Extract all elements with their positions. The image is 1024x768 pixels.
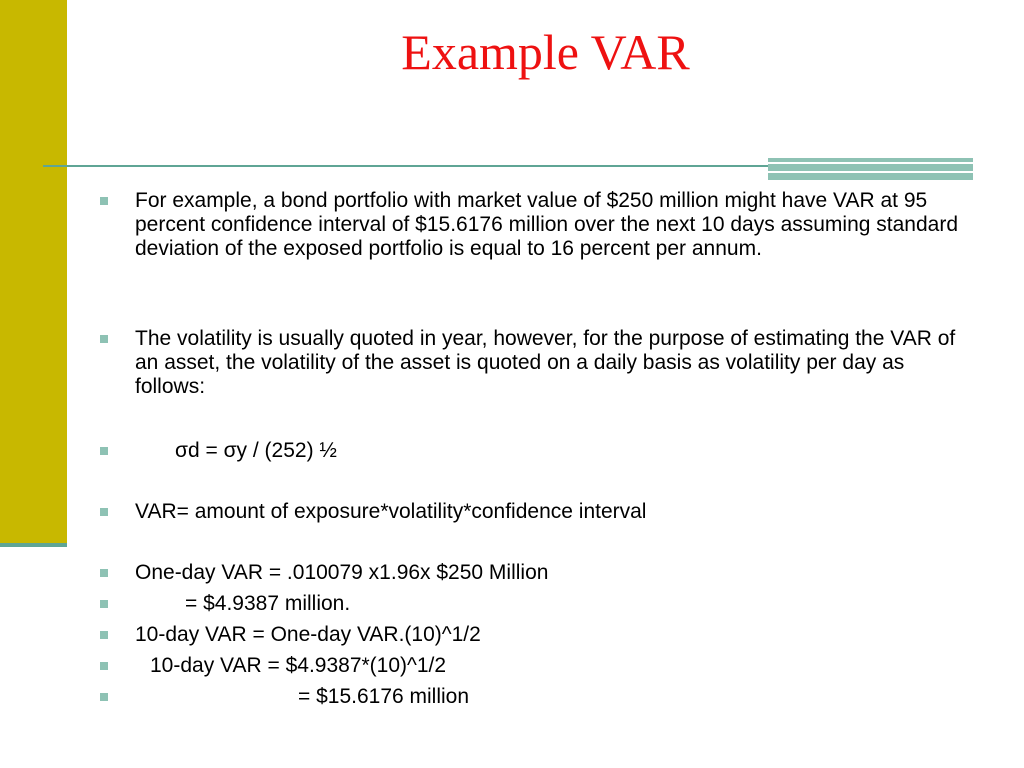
- bullet-icon: [100, 569, 108, 577]
- bullet-icon: [100, 693, 108, 701]
- bullet-text: One-day VAR = .010079 x1.96x $250 Million: [135, 561, 549, 584]
- bullet-text: For example, a bond portfolio with market value of $250 million might have VAR at 95 percent confidence interval of $15.6176 million over the next 10 days assuming standard deviation of the exposed portfolio is equal to 16 percent per annum.: [135, 189, 958, 260]
- bullet-icon: [100, 508, 108, 516]
- bullet-icon: [100, 600, 108, 608]
- divider-stripe: [768, 171, 973, 173]
- bullet-text: The volatility is usually quoted in year, however, for the purpose of estimating the VAR of an asset, the volatility of the asset is quoted on a daily basis as volatility per day as follows:: [135, 327, 956, 398]
- slide-title: Example VAR: [401, 24, 690, 80]
- bullet-icon: [100, 447, 108, 455]
- bullet-text: σd = σy / (252) ½: [175, 439, 337, 462]
- bullet-text: = $4.9387 million.: [185, 592, 351, 615]
- bullet-icon: [100, 631, 108, 639]
- bullet-icon: [100, 197, 108, 205]
- bullet-icon: [100, 335, 108, 343]
- bullet-text: 10-day VAR = One-day VAR.(10)^1/2: [135, 623, 481, 646]
- bullet-text: VAR= amount of exposure*volatility*confidence interval: [135, 500, 647, 523]
- bullet-text: 10-day VAR = $4.9387*(10)^1/2: [150, 654, 447, 677]
- bullet-icon: [100, 662, 108, 670]
- divider-stripe: [768, 162, 973, 164]
- bullet-text: = $15.6176 million: [298, 685, 470, 708]
- left-accent-underline: [0, 543, 67, 547]
- left-accent-bar: [0, 0, 67, 543]
